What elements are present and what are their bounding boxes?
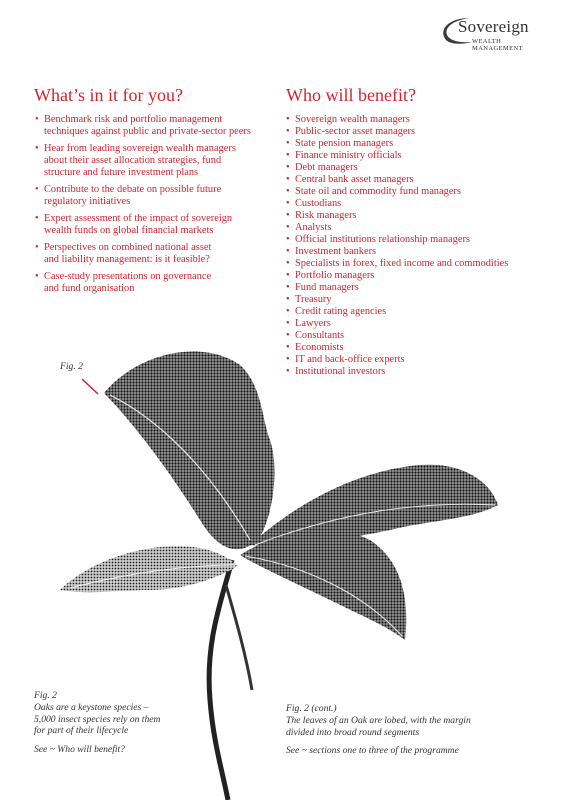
list-item: • Consultants: [286, 330, 546, 342]
caption-title: Fig. 2: [34, 690, 57, 701]
audience-heading: Who will benefit?: [286, 85, 416, 105]
list-item: • Perspectives on combined national asset and liability management: is it feasible?: [35, 242, 280, 266]
list-item: • Expert assessment of the impact of sovereign wealth funds on global financial markets: [35, 213, 280, 237]
list-item: • Contribute to the debate on possible future regulatory initiatives: [35, 184, 280, 208]
list-item: • Treasury: [286, 294, 546, 306]
list-item: • Fund managers: [286, 282, 546, 294]
list-item: • IT and back-office experts: [286, 354, 546, 366]
brand-subtitle: WEALTH MANAGEMENT: [472, 38, 523, 52]
list-item: • Risk managers: [286, 210, 546, 222]
caption-title: Fig. 2 (cont.): [286, 703, 337, 714]
list-item: • Hear from leading sovereign wealth managers about their asset allocation strategies, fund structure and future investment plans: [35, 143, 280, 179]
list-item: • Investment bankers: [286, 246, 546, 258]
benefits-list: [35, 114, 280, 300]
list-item: • Debt managers: [286, 162, 546, 174]
list-item: • Specialists in forex, fixed income and commodities: [286, 258, 546, 270]
list-item: • Case-study presentations on governance and fund organisation: [35, 271, 280, 295]
caption-see-link: See ~ Who will benefit?: [34, 744, 125, 756]
list-item: • Analysts: [286, 222, 546, 234]
list-item: • Institutional investors: [286, 366, 546, 378]
list-item: • Finance ministry officials: [286, 150, 546, 162]
list-item: • Sovereign wealth managers: [286, 114, 546, 126]
list-item: • Official institutions relationship managers: [286, 234, 546, 246]
caption-right: Fig. 2 (cont.) The leaves of an Oak are lobed, with the margin divided into broad round segments See ~ sections one to three of the programme: [286, 703, 471, 757]
brand-name: Sovereign: [458, 17, 529, 36]
list-item: • Central bank asset managers: [286, 174, 546, 186]
list-item: • Custodians: [286, 198, 546, 210]
caption-see-link: See ~ sections one to three of the programme: [286, 745, 459, 757]
list-item: • Economists: [286, 342, 546, 354]
figure-label: Fig. 2: [60, 361, 83, 372]
benefits-heading: What’s in it for you?: [34, 85, 183, 105]
audience-list: [286, 114, 546, 378]
list-item: • Lawyers: [286, 318, 546, 330]
list-item: • State pension managers: [286, 138, 546, 150]
list-item: • Benchmark risk and portfolio management techniques against public and private-sector peers: [35, 114, 280, 138]
list-item: • Credit rating agencies: [286, 306, 546, 318]
list-item: • Portfolio managers: [286, 270, 546, 282]
list-item: • State oil and commodity fund managers: [286, 186, 546, 198]
caption-left: Fig. 2 Oaks are a keystone species – 5,000 insect species rely on them for part of their lifecycle See ~ Who will benefit?: [34, 690, 161, 756]
list-item: • Public-sector asset managers: [286, 126, 546, 138]
